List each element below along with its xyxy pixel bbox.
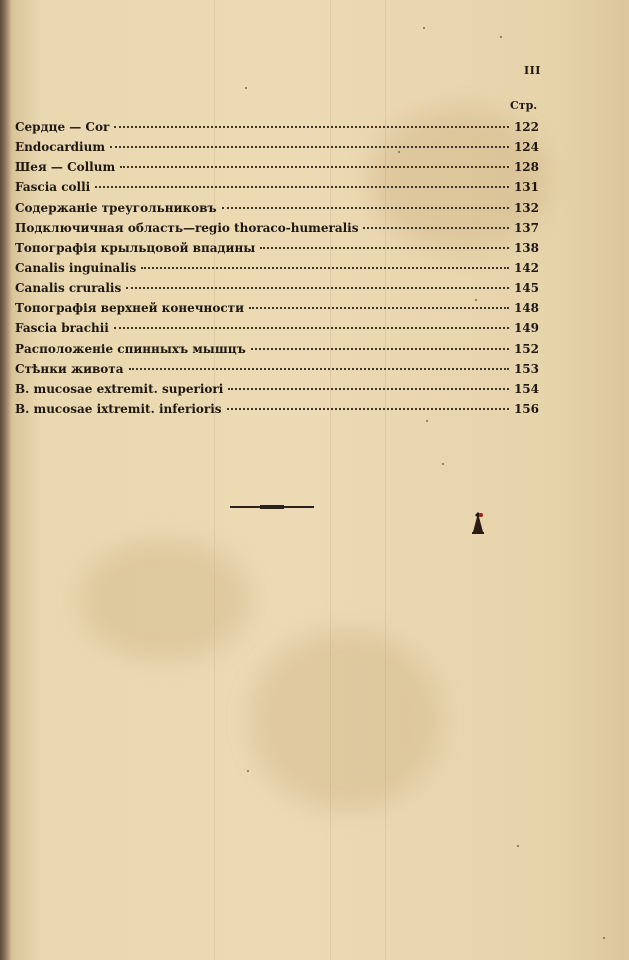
toc-row xyxy=(15,221,539,241)
scan-speck xyxy=(500,36,502,38)
dot-leader xyxy=(110,146,509,148)
toc-row xyxy=(15,301,539,321)
toc-page-number: 138 xyxy=(513,240,539,255)
dot-leader xyxy=(228,388,509,390)
scan-speck xyxy=(475,299,477,301)
paper-stain xyxy=(250,630,440,810)
toc-row xyxy=(15,402,539,422)
toc-row xyxy=(15,120,539,140)
toc-page-number: 142 xyxy=(513,260,539,275)
toc-page-number: 131 xyxy=(513,180,539,195)
scan-speck xyxy=(398,151,400,153)
scan-speck xyxy=(247,770,249,772)
toc-row xyxy=(15,140,539,160)
dot-leader xyxy=(222,207,509,209)
toc-page-number: 122 xyxy=(513,120,539,134)
toc-title: Шея — Collum xyxy=(15,160,116,175)
dot-leader xyxy=(120,166,509,168)
dot-leader xyxy=(126,287,509,289)
toc-row xyxy=(15,382,539,402)
dot-leader xyxy=(141,267,509,269)
toc-page-number: 153 xyxy=(513,361,539,376)
scan-speck xyxy=(245,87,247,89)
scan-speck xyxy=(423,27,425,29)
page-column-header: Стр. xyxy=(510,99,538,112)
dot-leader xyxy=(260,247,509,249)
paper-stain xyxy=(80,540,250,660)
toc-title: Canalis inguinalis xyxy=(15,260,137,275)
table-of-contents xyxy=(15,120,539,422)
toc-page-number: 128 xyxy=(513,160,539,175)
toc-row xyxy=(15,201,539,221)
toc-title: Fascia brachii xyxy=(15,321,109,336)
dot-leader xyxy=(363,227,508,229)
scan-speck xyxy=(603,937,605,939)
toc-row xyxy=(15,160,539,180)
toc-title: B. mucosae ixtremit. inferioris xyxy=(15,401,222,416)
toc-page-number: 132 xyxy=(513,200,539,215)
toc-title: Топографія верхней конечности xyxy=(15,301,244,316)
toc-page-number: 156 xyxy=(513,401,539,416)
stamp-icon xyxy=(471,511,485,535)
dot-leader xyxy=(114,327,509,329)
scan-speck xyxy=(442,463,444,465)
toc-row xyxy=(15,241,539,261)
toc-title: Расположеніе спинныхъ мышцъ xyxy=(15,341,246,356)
toc-title: Сердце — Cor xyxy=(15,120,110,134)
toc-row xyxy=(15,342,539,362)
toc-row xyxy=(15,362,539,382)
toc-title: Fascia colli xyxy=(15,180,91,195)
dot-leader xyxy=(251,348,509,350)
toc-page-number: 152 xyxy=(513,341,539,356)
toc-page-number: 154 xyxy=(513,381,539,396)
dot-leader xyxy=(114,126,509,128)
section-divider-icon xyxy=(230,506,314,508)
toc-title: Содержаніе треугольниковъ xyxy=(15,200,217,215)
toc-title: Endocardium xyxy=(15,140,106,155)
toc-title: B. mucosae extremit. superiori xyxy=(15,381,224,396)
dot-leader xyxy=(227,408,509,410)
page-number: III xyxy=(524,64,541,77)
toc-page-number: 124 xyxy=(513,140,539,155)
toc-title: Стѣнки живота xyxy=(15,361,124,376)
toc-title: Топографія крыльцовой впадины xyxy=(15,240,256,255)
dot-leader xyxy=(95,186,509,188)
scan-speck xyxy=(426,420,428,422)
toc-row xyxy=(15,281,539,301)
toc-page-number: 145 xyxy=(513,281,539,296)
toc-row xyxy=(15,261,539,281)
toc-page-number: 137 xyxy=(513,220,539,235)
toc-page-number: 148 xyxy=(513,301,539,316)
toc-title: Подключичная область—regio thoraco-humeralis xyxy=(15,220,359,235)
toc-title: Canalis cruralis xyxy=(15,281,122,296)
dot-leader xyxy=(129,368,509,370)
dot-leader xyxy=(249,307,509,309)
toc-page-number: 149 xyxy=(513,321,539,336)
toc-row xyxy=(15,180,539,200)
toc-row xyxy=(15,321,539,341)
scan-speck xyxy=(517,845,519,847)
